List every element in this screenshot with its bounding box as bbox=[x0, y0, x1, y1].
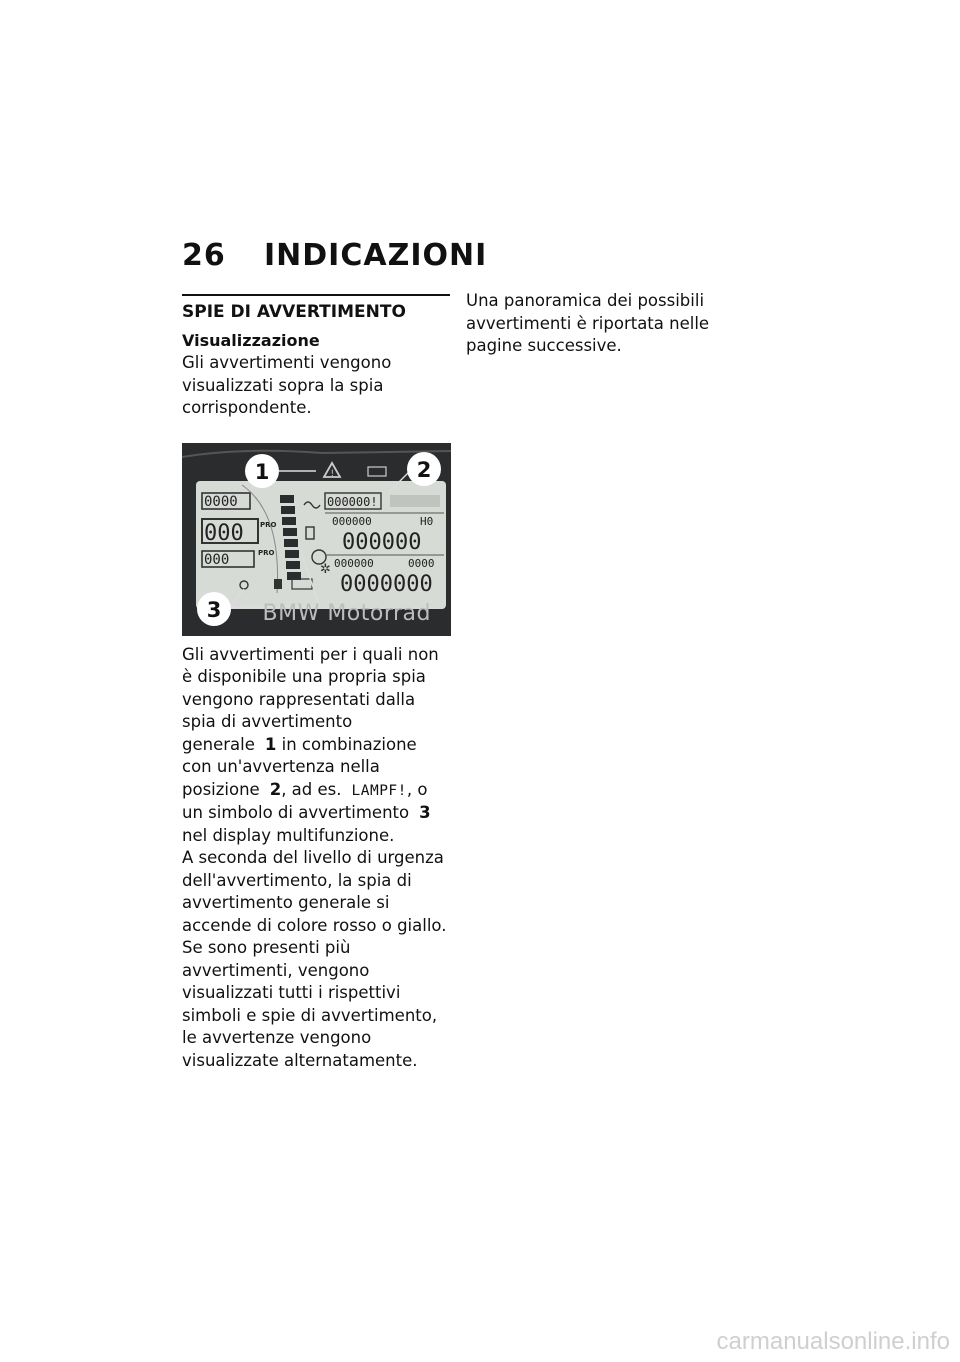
readout-4: PRO bbox=[258, 548, 275, 557]
warning-code: LAMPF! bbox=[351, 782, 407, 799]
body-paragraph-3: Se sono presenti più avvertimenti, vengono visualizzati tutti i rispettivi simboli e spie di avvertimento, le avvertenze vengono visualizzate alternatamente. bbox=[182, 938, 438, 1070]
readout-11: 0000000 bbox=[340, 571, 433, 597]
readout-2: PRO bbox=[260, 520, 277, 529]
body-paragraph-1: Gli avvertimenti per i quali non è disponibile una propria spia vengono rappresentati dalla spia di avvertimento generale 1 in combinazione con un'avvertenza nella posizione 2, ad es. LAMPF!, o un simbolo di avvertimento 3 nel display multifunzione. bbox=[182, 644, 439, 845]
readout-5: 000000! bbox=[327, 494, 378, 509]
readout-9: 000000 bbox=[334, 556, 374, 570]
svg-text:1: 1 bbox=[254, 459, 270, 484]
fuel-icon bbox=[274, 579, 282, 589]
intro-paragraph: Gli avvertimenti vengono visualizzati sopra la spia corrispondente. bbox=[182, 353, 392, 417]
readout-3: 000 bbox=[204, 551, 230, 568]
figure-watermark: BMW Motorrad bbox=[262, 600, 431, 626]
readout-0: 0000 bbox=[204, 493, 238, 510]
callout-1 bbox=[245, 454, 279, 488]
section-subtitle: Visualizzazione bbox=[182, 331, 320, 350]
status-icons bbox=[390, 495, 440, 507]
snowflake-icon: ✲ bbox=[320, 561, 331, 577]
dashboard-figure bbox=[182, 443, 451, 636]
site-watermark: carmanualsonline.info bbox=[716, 1328, 950, 1355]
left-column bbox=[182, 294, 450, 1072]
readout-10: 0000 bbox=[408, 556, 435, 570]
callout-3 bbox=[197, 592, 231, 626]
svg-text:!: ! bbox=[330, 468, 335, 479]
svg-text:2: 2 bbox=[416, 457, 432, 482]
section-title: SPIE DI AVVERTIMENTO bbox=[182, 302, 406, 322]
page-header bbox=[182, 238, 487, 273]
chapter-title: INDICAZIONI bbox=[264, 238, 488, 273]
ref-3: 3 bbox=[419, 803, 431, 822]
readout-6: 000000 bbox=[332, 514, 372, 528]
body-paragraph-2: A seconda del livello di urgenza dell'avvertimento, la spia di avvertimento generale si accende di colore rosso o giallo. bbox=[182, 848, 447, 935]
page-number: 26 bbox=[182, 238, 226, 273]
ref-1: 1 bbox=[264, 734, 277, 754]
callout-2 bbox=[407, 452, 441, 486]
svg-text:3: 3 bbox=[206, 597, 222, 622]
readout-8: 000000 bbox=[342, 529, 422, 555]
section-rule bbox=[182, 294, 450, 296]
overview-paragraph: Una panoramica dei possibili avvertimenti è riportata nelle pagine successive. bbox=[466, 291, 710, 355]
readout-1: 000 bbox=[204, 520, 244, 546]
ref-2: 2 bbox=[269, 779, 282, 799]
readout-7: H0 bbox=[420, 514, 434, 528]
right-column bbox=[466, 290, 736, 358]
